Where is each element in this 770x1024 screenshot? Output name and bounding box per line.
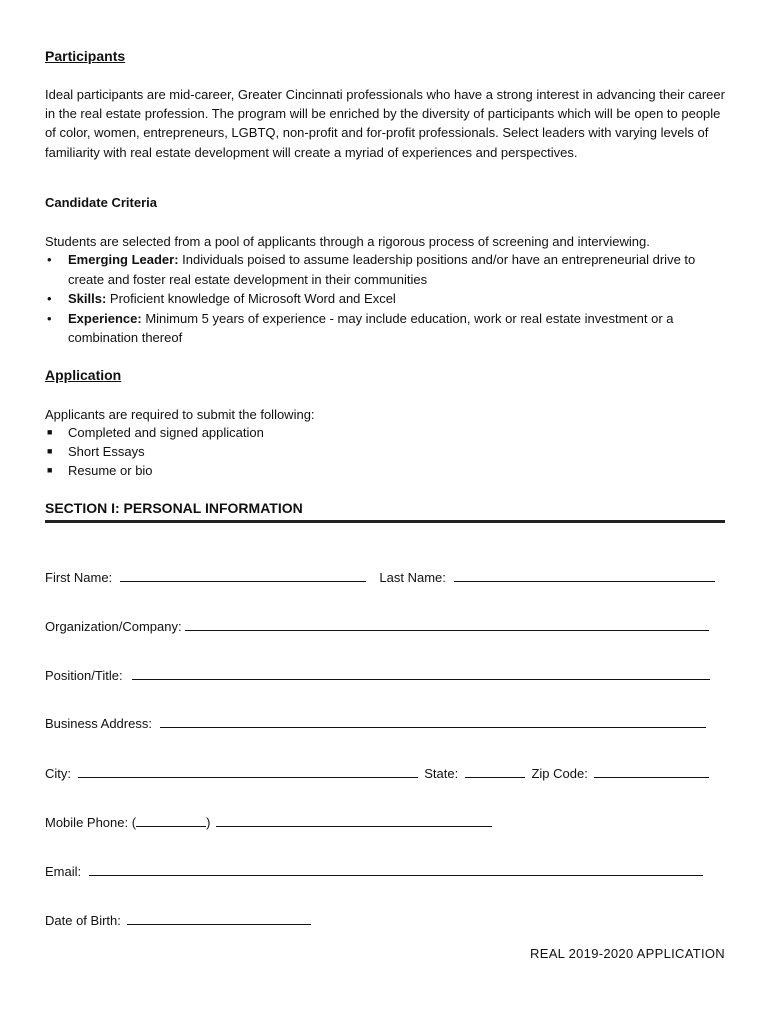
area-code-field[interactable] [136,814,206,827]
application-item [45,442,264,461]
email-row [45,863,703,879]
application-item-text: Resume or bio [68,463,153,478]
last-name-field[interactable] [454,569,715,582]
bullet-icon: • [47,310,52,326]
area-code-open-paren: ( [131,815,137,830]
criteria-item-label: Emerging Leader: [68,252,179,267]
criteria-item-text: Individuals poised to assume leadership positions and/or have an entrepreneurial drive to create and foster real estate development in their communities [68,252,696,287]
criteria-item-text: Minimum 5 years of experience - may include education, work or real estate investment or a combination thereof [68,310,674,345]
criteria-item-label: Skills: [68,291,107,306]
criteria-item [45,309,725,348]
square-bullet-icon: ■ [47,446,53,456]
position-row [45,667,710,683]
organization-label: Organization/Company: [45,619,182,634]
dob-row [45,912,311,928]
organization-field[interactable] [185,618,709,631]
city-field[interactable] [78,765,418,778]
phone-number-field[interactable] [216,814,492,827]
application-list [45,423,264,480]
square-bullet-icon: ■ [47,427,53,437]
city-label: City: [45,766,71,781]
criteria-item-label: Experience: [68,310,142,326]
application-intro: Applicants are required to submit the following: [45,407,315,422]
city-row [45,765,709,781]
criteria-item [45,289,725,309]
participants-heading: Participants [45,48,126,64]
position-field[interactable] [132,667,710,680]
email-field[interactable] [89,863,703,876]
criteria-heading: Candidate Criteria [45,195,157,210]
criteria-item-text: Proficient knowledge of Microsoft Word and Excel [109,291,396,306]
email-label: Email: [45,864,82,879]
application-heading: Application [45,367,122,383]
state-field[interactable] [465,765,525,778]
criteria-item [45,250,725,289]
zip-label: Zip Code: [531,766,588,781]
business-address-label: Business Address: [45,716,152,731]
first-name-field[interactable] [120,569,366,582]
criteria-list [45,250,725,348]
area-code-close-paren: ) [206,815,211,830]
criteria-intro: Students are selected from a pool of applicants through a rigorous process of screening and interviewing. [45,234,650,249]
section-title: SECTION I: PERSONAL INFORMATION [45,500,303,516]
position-label: Position/Title: [45,668,123,683]
footer-title: REAL 2019-2020 APPLICATION [530,946,725,961]
organization-row [45,618,709,634]
bullet-icon: • [47,252,52,267]
state-label: State: [424,766,459,781]
dob-field[interactable] [127,912,311,925]
first-name-label: First Name: [45,570,113,585]
business-address-row [45,715,706,731]
participants-paragraph: Ideal participants are mid-career, Greater Cincinnati professionals who have a strong interest in advancing their career in the real estate profession. The program will be enriched by the diversity of participants which will be open to people of color, women, entrepreneurs, LGBTQ, non-profit and for-profit professionals. Select leaders with varying levels of familiarity with real estate development will create a myriad of experiences and perspectives. [45,87,725,160]
section-divider [45,520,725,523]
mobile-phone-label: Mobile Phone: [45,815,129,830]
last-name-label: Last Name: [379,570,446,585]
application-item-text: Completed and signed application [68,425,264,440]
bullet-icon: • [47,291,52,306]
zip-field[interactable] [594,765,709,778]
name-row [45,569,715,585]
business-address-field[interactable] [160,715,706,728]
dob-label: Date of Birth: [45,913,121,928]
application-item-text: Short Essays [68,444,145,459]
square-bullet-icon: ■ [47,465,53,475]
application-item [45,461,264,480]
application-item [45,423,264,442]
mobile-phone-row [45,814,492,830]
